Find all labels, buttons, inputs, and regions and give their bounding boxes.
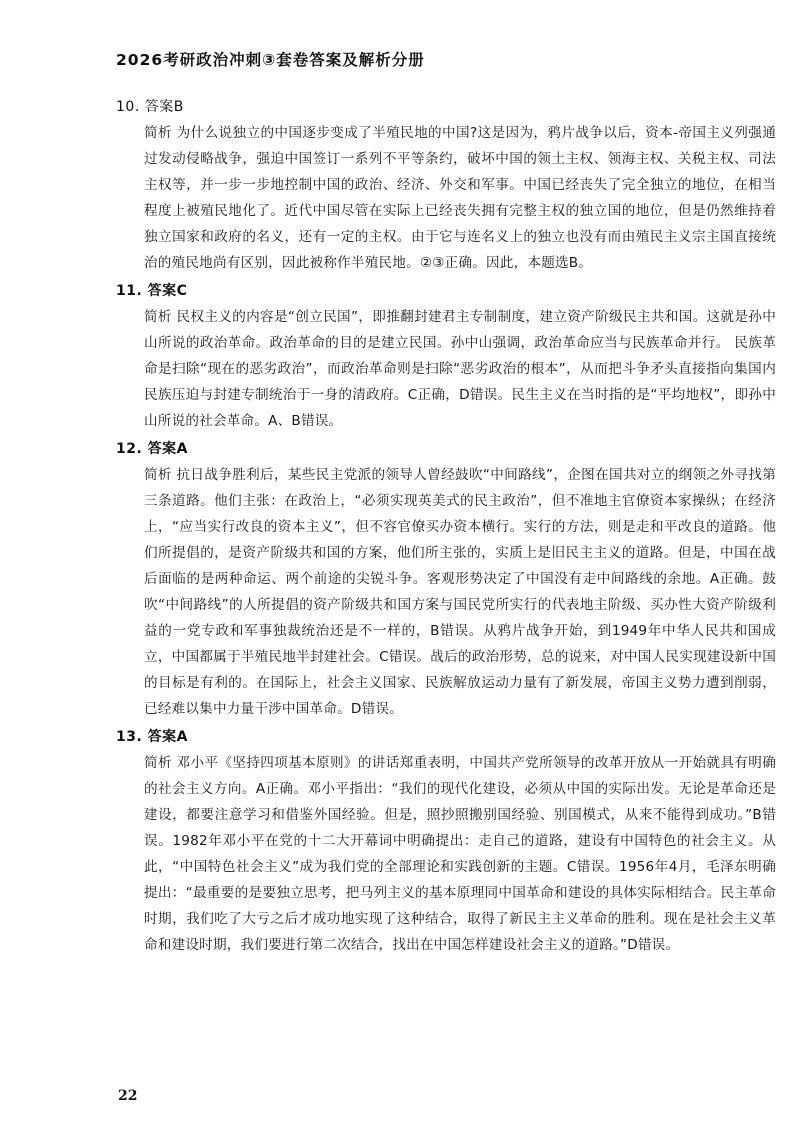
answer-label: 10. 答案B bbox=[116, 99, 184, 115]
page-number: 22 bbox=[118, 1088, 138, 1104]
analysis-text: 简析 民权主义的内容是“创立民国”，即推翻封建君主专制制度，建立资产阶级民主共和国。这就是孙中山所说的政治革命。政治革命的目的是建立民国。孙中山强调，政治革命应当与民族革命并行。 民族革命是扫除“现在的恶劣政治”，而政治革命则是扫除“恶劣政治的根本”，从而把斗争矛头直接指向集国内民族压迫与封建专制统治于一身的清政府。C正确，D错误。民生主义在当时指的是“平均地权”，即孙中山所说的社会革命。A、B错误。 bbox=[144, 309, 776, 429]
answer-label: 13. 答案A bbox=[116, 729, 189, 745]
answer-item-12 bbox=[116, 436, 776, 722]
analysis-text: 简析 邓小平《坚持四项基本原则》的讲话郑重表明，中国共产党所领导的改革开放从一开始就具有明确的社会主义方向。A正确。邓小平指出：“我们的现代化建设，必须从中国的实际出发。无论是革命还是建设，都要注意学习和借鉴外国经验。但是，照抄照搬别国经验、别国模式，从来不能得到成功。”B错误。1982年邓小平在党的十二大开幕词中明确提出：走自己的道路，建设有中国特色的社会主义。从此，“中国特色社会主义”成为我们党的全部理论和实践创新的主题。C错误。1956年4月，毛泽东明确提出：“最重要的是要独立思考，把马列主义的基本原理同中国革命和建设的具体实际相结合。民主革命时期，我们吃了大亏之后才成功地实现了这种结合，取得了新民主主义革命的胜利。现在是社会主义革命和建设时期，我们要进行第二次结合，找出在中国怎样建设社会主义的道路。”D错误。 bbox=[144, 755, 776, 953]
answer-label: 11. 答案C bbox=[116, 283, 188, 299]
analysis-text: 简析 抗日战争胜利后，某些民主党派的领导人曾经鼓吹“中间路线”，企图在国共对立的纲领之外寻找第三条道路。他们主张：在政治上，“必须实现英美式的民主政治”，但不准地主官僚资本家操纵；在经济上，“应当实行改良的资本主义”，但不容官僚买办资本横行。实行的方法，则是走和平改良的道路。他们所提倡的，是资产阶级共和国的方案，他们所主张的，实质上是旧民主主义的道路。但是，中国在战后面临的是两种命运、两个前途的尖锐斗争。客观形势决定了中国没有走中间路线的余地。A正确。鼓吹“中间路线”的人所提倡的资产阶级共和国方案与国民党所实行的代表地主阶级、买办性大资产阶级利益的一党专政和军事独裁统治还是不一样的，B错误。从鸦片战争开始，到1949年中华人民共和国成立，中国都属于半殖民地半封建社会。C错误。战后的政治形势，总的说来，对中国人民实现建设新中国的目标是有利的。在国际上，社会主义国家、民族解放运动力量有了新发展，帝国主义势力遭到削弱，已经难以集中力量干涉中国革命。D错误。 bbox=[144, 467, 776, 717]
answer-label: 12. 答案A bbox=[116, 441, 189, 457]
page-header-title: 2026考研政治冲刺③套卷答案及解析分册 bbox=[116, 51, 425, 69]
answer-item-13 bbox=[116, 724, 776, 958]
answer-item-10 bbox=[116, 94, 776, 276]
answer-content bbox=[116, 94, 776, 960]
answer-item-11 bbox=[116, 278, 776, 434]
analysis-text: 简析 为什么说独立的中国逐步变成了半殖民地的中国?这是因为，鸦片战争以后，资本-帝国主义列强通过发动侵略战争，强迫中国签订一系列不平等条约，破坏中国的领土主权、领海主权、关税主权、司法主权等，并一步一步地控制中国的政治、经济、外交和军事。中国已经丧失了完全独立的地位，在相当程度上被殖民地化了。近代中国尽管在实际上已经丧失拥有完整主权的独立国的地位，但是仍然维持着独立国家和政府的名义，还有一定的主权。由于它与连名义上的独立也没有而由殖民主义宗主国直接统治的殖民地尚有区别，因此被称作半殖民地。②③正确。因此，本题选B。 bbox=[144, 125, 776, 271]
